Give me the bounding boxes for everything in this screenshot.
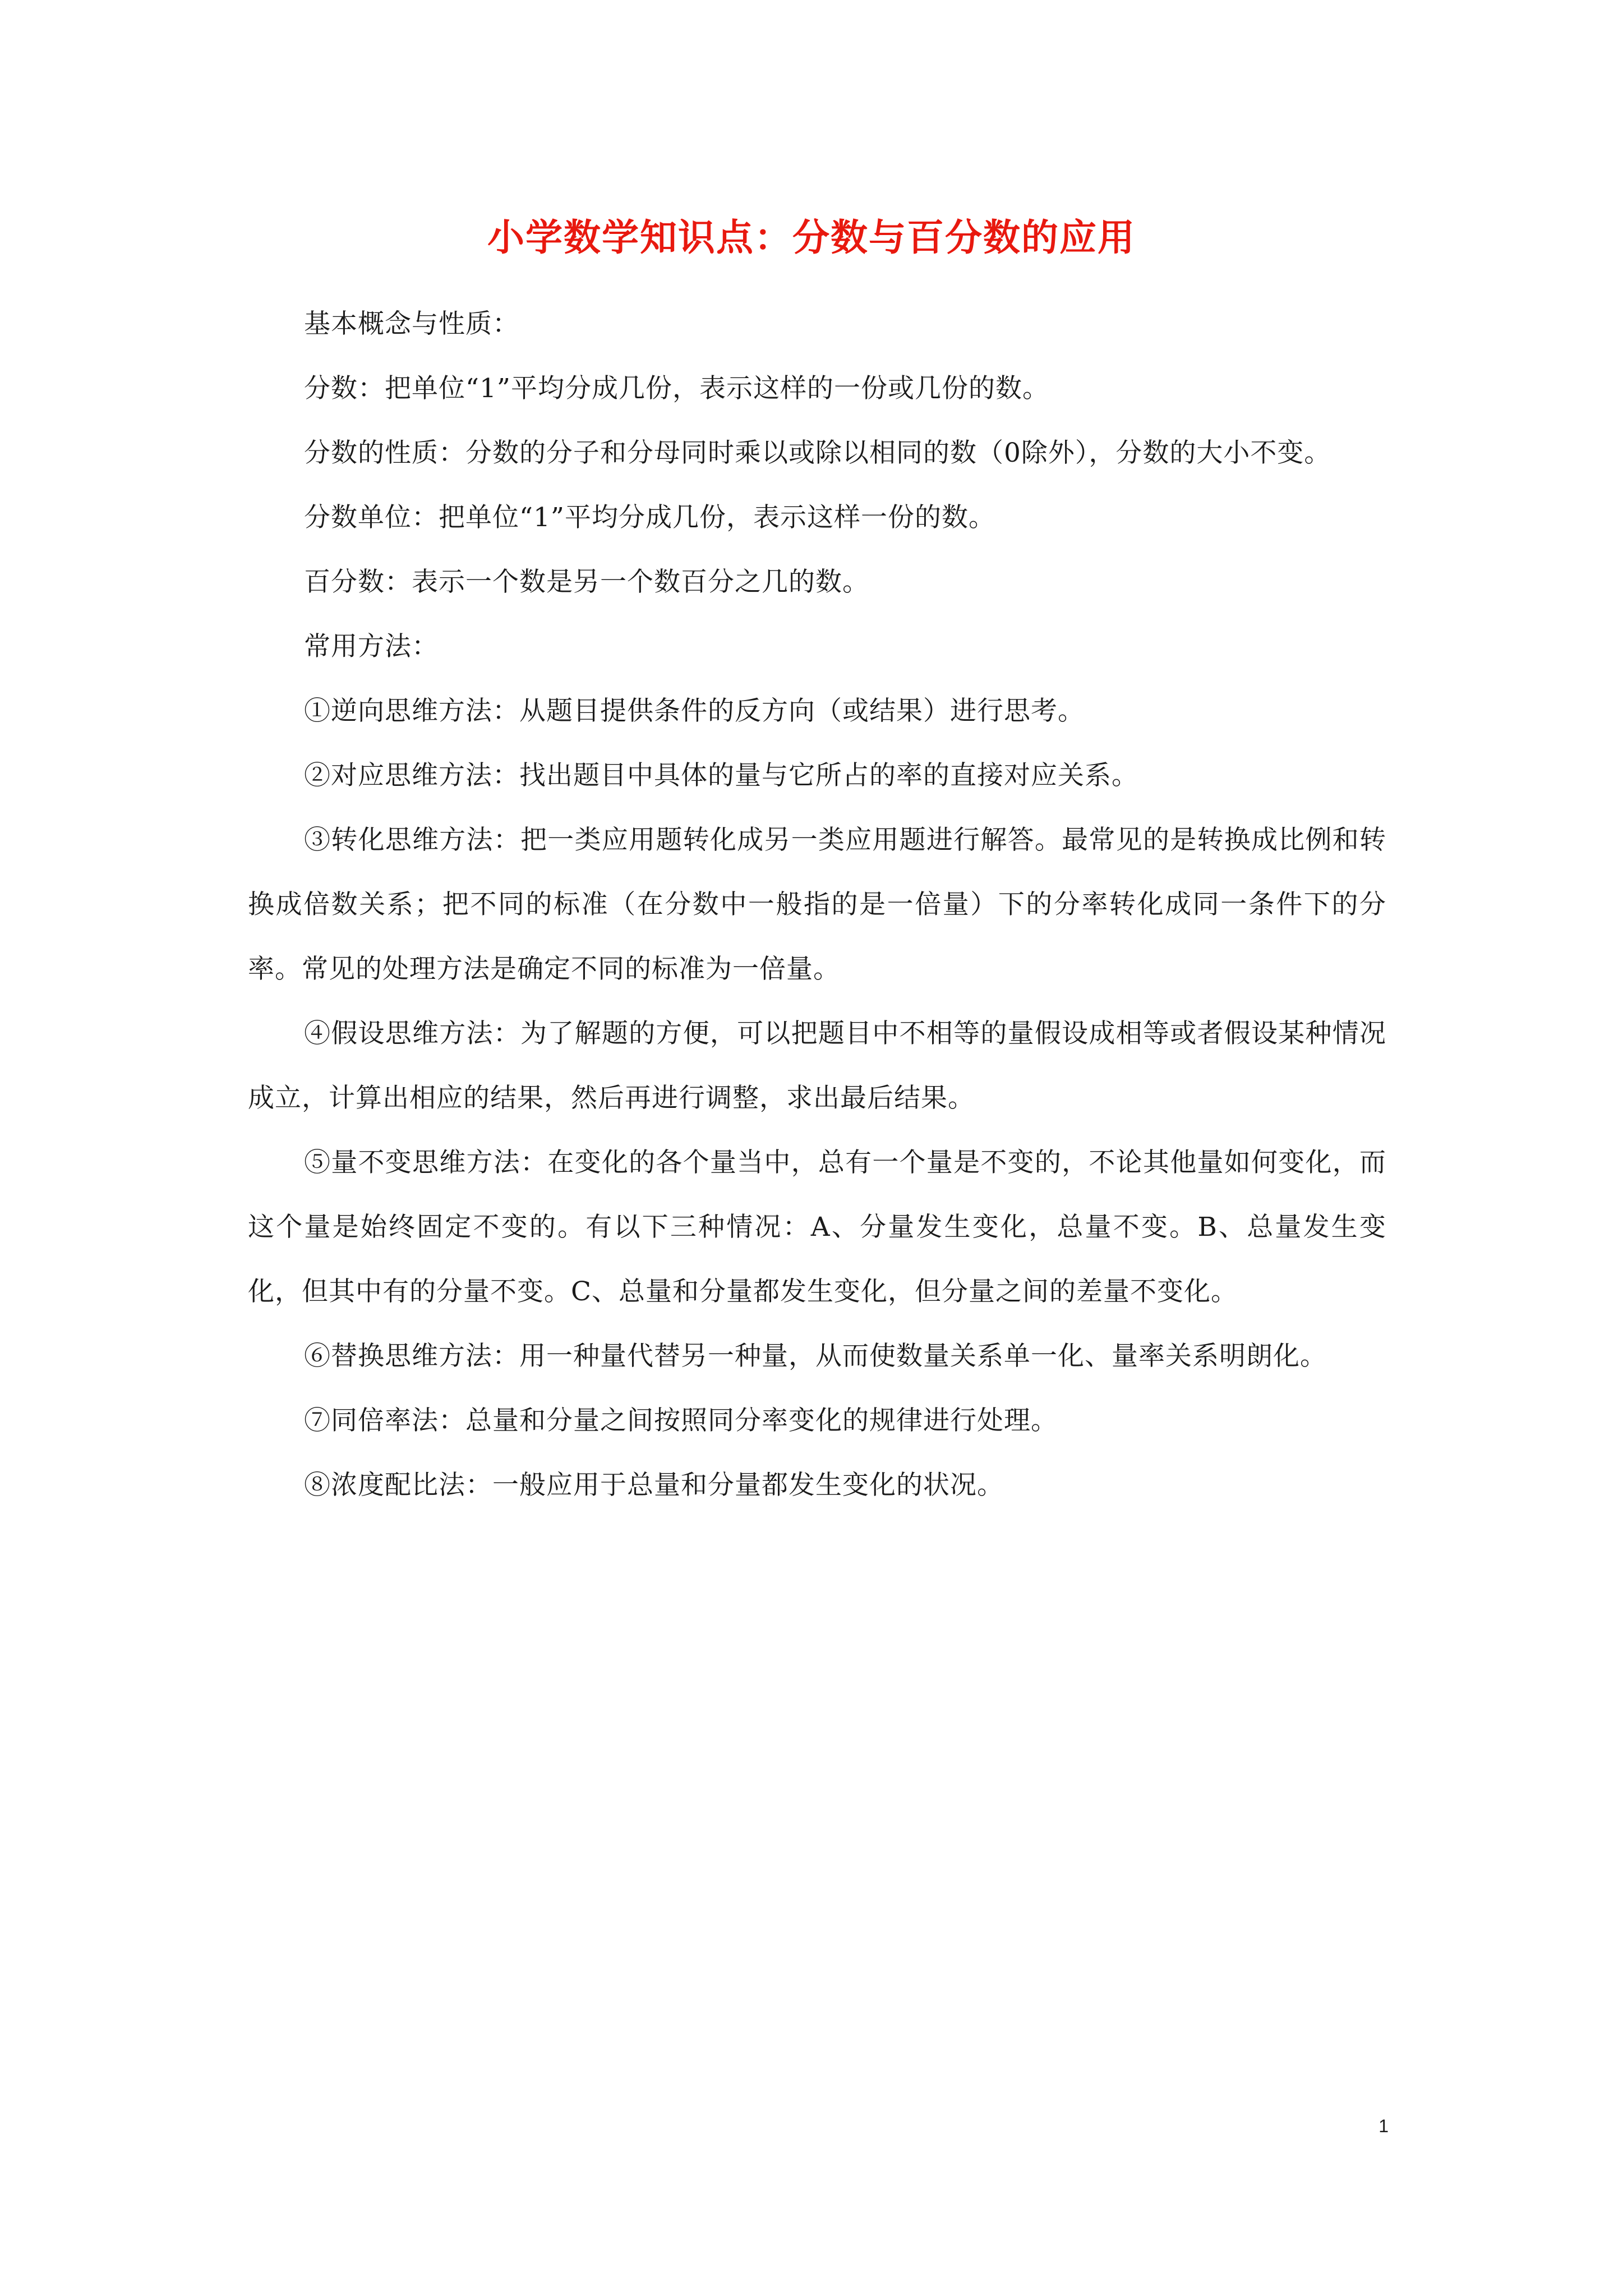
paragraph-method-4: ④假设思维方法：为了解题的方便，可以把题目中不相等的量假设成相等或者假设某种情况成立，计算出相应的结果，然后再进行调整，求出最后结果。 <box>248 1018 1386 1114</box>
paragraph-method-2: ②对应思维方法：找出题目中具体的量与它所占的率的直接对应关系。 <box>304 760 1138 791</box>
paragraph-method-8: ⑧浓度配比法：一般应用于总量和分量都发生变化的状况。 <box>304 1470 1004 1501</box>
page-number: 1 <box>1378 2116 1389 2136</box>
paragraph-basic-concepts-heading: 基本概念与性质： <box>304 309 519 339</box>
paragraph-method-1: ①逆向思维方法：从题目提供条件的反方向（或结果）进行思考。 <box>304 696 1085 726</box>
paragraph-method-3: ③转化思维方法：把一类应用题转化成另一类应用题进行解答。最常见的是转换成比例和转换成倍数关系；把不同的标准（在分数中一般指的是一倍量）下的分率转化成同一条件下的分率。常见的处理方法是确定不同的标准为一倍量。 <box>248 825 1386 984</box>
paragraph-method-5: ⑤量不变思维方法：在变化的各个量当中，总有一个量是不变的，不论其他量如何变化，而这个量是始终固定不变的。有以下三种情况：A、分量发生变化，总量不变。B、总量发生变化，但其中有的分量不变。C、总量和分量都发生变化，但分量之间的差量不变化。 <box>248 1147 1386 1307</box>
paragraph-method-7: ⑦同倍率法：总量和分量之间按照同分率变化的规律进行处理。 <box>304 1405 1058 1436</box>
paragraph-fraction-unit: 分数单位：把单位“1”平均分成几份，表示这样一份的数。 <box>304 502 995 533</box>
document-body <box>248 292 1386 1517</box>
paragraph-fraction-definition: 分数：把单位“1”平均分成几份，表示这样的一份或几份的数。 <box>304 373 1049 404</box>
document-title: 小学数学知识点：分数与百分数的应用 <box>487 215 1136 259</box>
paragraph-common-methods-heading: 常用方法： <box>304 631 439 662</box>
paragraph-fraction-property: 分数的性质：分数的分子和分母同时乘以或除以相同的数（0除外），分数的大小不变。 <box>304 438 1331 468</box>
paragraph-percentage-definition: 百分数：表示一个数是另一个数百分之几的数。 <box>304 567 869 597</box>
paragraph-method-6: ⑥替换思维方法：用一种量代替另一种量，从而使数量关系单一化、量率关系明朗化。 <box>304 1341 1327 1372</box>
